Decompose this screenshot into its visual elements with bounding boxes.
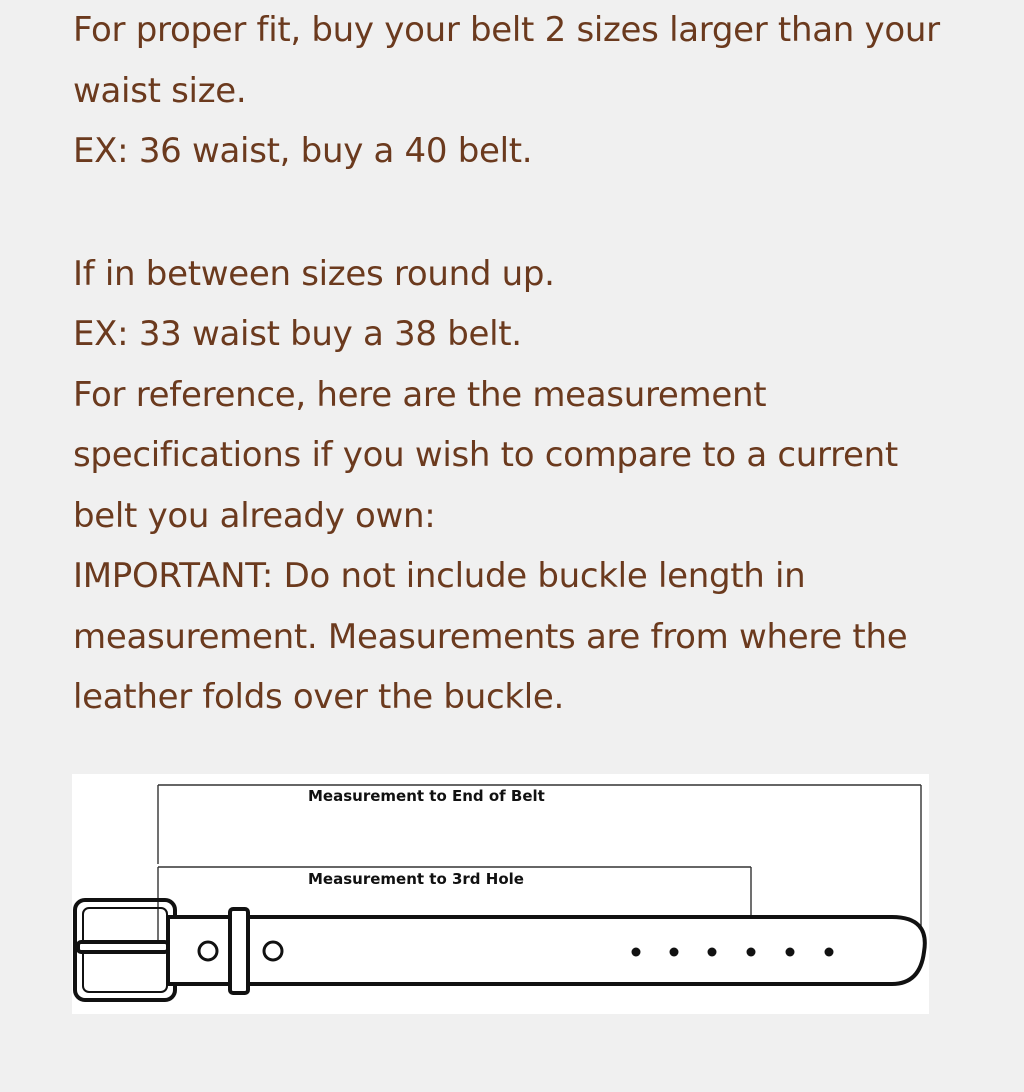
third-hole-label: Measurement to 3rd Hole — [308, 870, 524, 888]
belt-hole — [670, 948, 679, 957]
instruction-line: waist size. — [73, 70, 247, 111]
paragraph-gap — [73, 182, 973, 244]
instruction-line: EX: 33 waist buy a 38 belt. — [73, 314, 522, 354]
instruction-line: leather folds over the buckle. — [73, 677, 565, 717]
instruction-line: IMPORTANT: Do not include buckle length in — [73, 556, 806, 596]
instruction-line: belt you already own: — [73, 495, 436, 536]
belt-hole — [708, 948, 717, 957]
belt-hole — [825, 948, 834, 957]
stitch-hole — [199, 942, 217, 960]
instruction-line: measurement. Measurements are from where the — [73, 616, 908, 657]
buckle-icon — [75, 900, 175, 1000]
belt-hole-3rd — [747, 948, 756, 957]
sizing-instructions — [73, 0, 973, 728]
end-of-belt-label: Measurement to End of Belt — [308, 787, 545, 805]
instruction-line: For proper fit, buy your belt 2 sizes larger than your — [73, 10, 940, 50]
belt-hole — [786, 948, 795, 957]
belt-diagram-svg — [72, 774, 929, 1014]
belt-hole — [632, 948, 641, 957]
instruction-line: specifications if you wish to compare to a current — [73, 435, 898, 475]
belt-keeper — [230, 909, 248, 993]
instruction-line: If in between sizes round up. — [73, 253, 555, 294]
stitch-hole — [264, 942, 282, 960]
instruction-line: EX: 36 waist, buy a 40 belt. — [73, 131, 533, 171]
instruction-line: For reference, here are the measurement — [73, 374, 767, 415]
belt-measurement-diagram — [72, 774, 929, 1014]
